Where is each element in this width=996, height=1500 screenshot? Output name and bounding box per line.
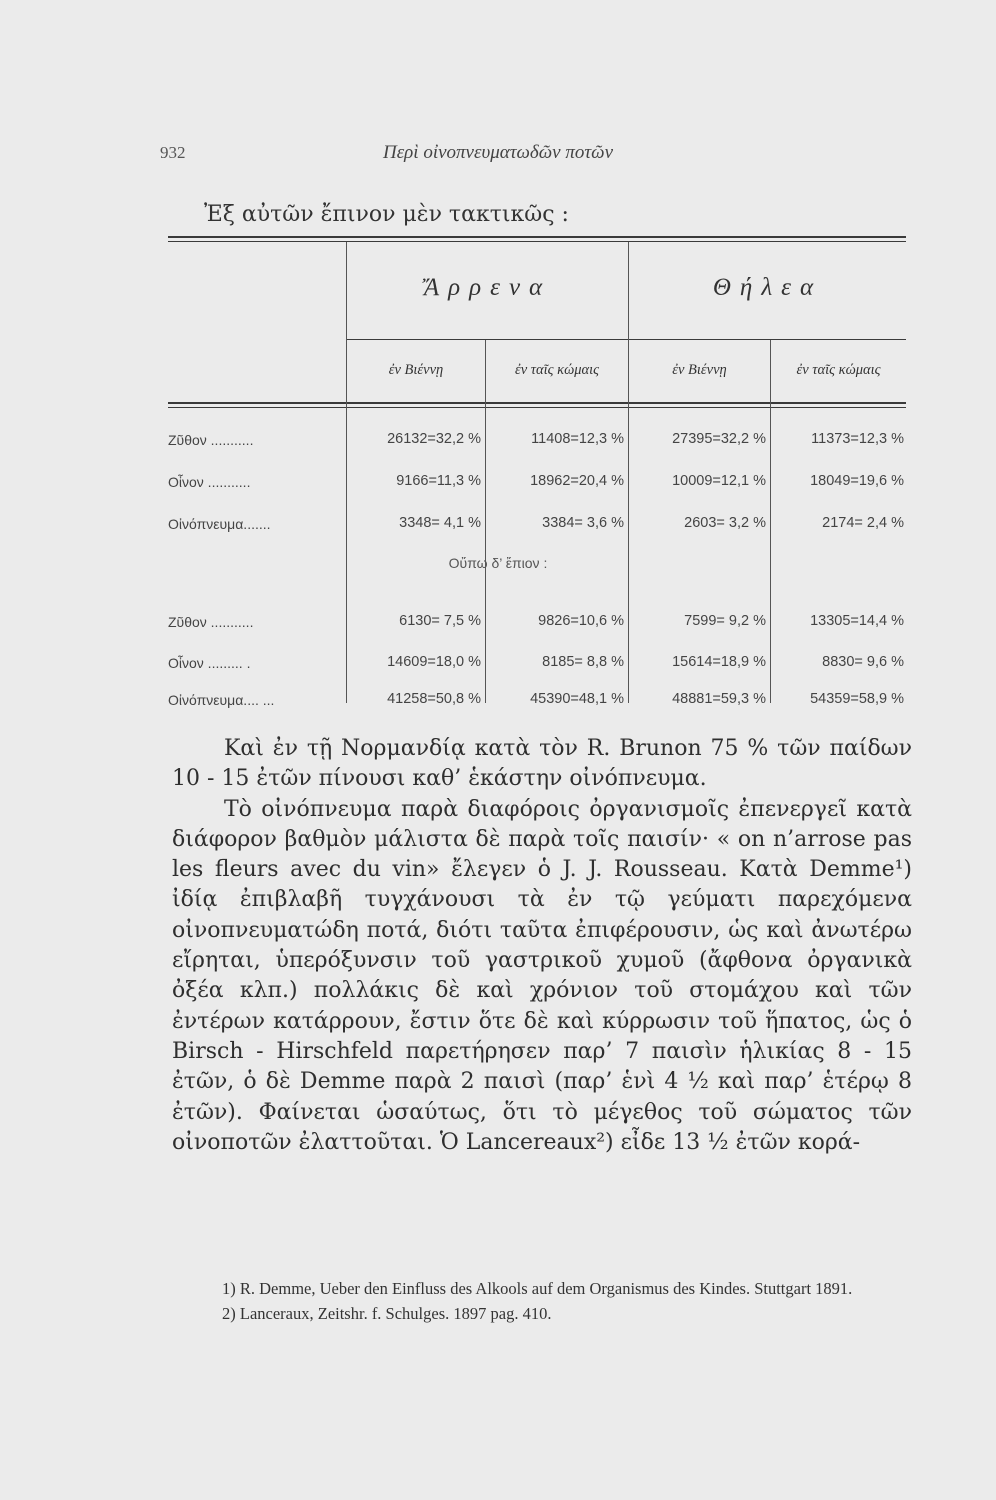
table-section-label: Οὔπω δ’ ἔπιον : — [448, 555, 548, 571]
table-top-rule — [168, 236, 906, 238]
table-cell: 2174= 2,4 % — [822, 515, 904, 531]
group-header-female: Θήλεα — [712, 274, 823, 301]
subheader-male-vienna: ἐν Βιέννῃ — [388, 362, 444, 378]
table-cell: 7599= 9,2 % — [684, 613, 766, 629]
footnote: 1) R. Demme, Ueber den Einfluss des Alkools auf dem Organismus des Kindes. Stuttgart 1891. — [222, 1279, 853, 1298]
footnote: 2) Lanceraux, Zeitshr. f. Schulges. 1897 pag. 410. — [222, 1304, 552, 1323]
table-cell: 18962=20,4 % — [530, 473, 624, 489]
table-cell: 6130= 7,5 % — [399, 613, 481, 629]
header-bottom-rule — [168, 402, 906, 404]
row-label-spirits: Οἰνόπνευμα....... — [168, 516, 271, 532]
row-label-wine: Οἶνον ......... . — [168, 655, 251, 671]
group-divider-rule — [346, 339, 906, 340]
intro-line: Ἐξ αὐτῶν ἔπινον μὲν τακτικῶς : — [204, 202, 569, 227]
table-cell: 48881=59,3 % — [672, 691, 766, 707]
table-cell: 8185= 8,8 % — [542, 654, 624, 670]
header-bottom-rule-thin — [168, 407, 906, 408]
table-cell: 14609=18,0 % — [387, 654, 481, 670]
row-label-wine: Οἶνον ........... — [168, 474, 251, 490]
table-top-rule-thin — [168, 241, 906, 242]
subheader-female-villages: ἐν ταῖς κώμαις — [796, 362, 881, 378]
table-cell: 41258=50,8 % — [387, 691, 481, 707]
table-cell: 45390=48,1 % — [530, 691, 624, 707]
table-cell: 15614=18,9 % — [672, 654, 766, 670]
footnotes — [172, 1276, 912, 1326]
paragraph: Καὶ ἐν τῇ Νορμανδίᾳ κατὰ τὸν R. Brunon 75 % τῶν παίδων 10 - 15 ἐτῶν πίνουσι καθ’ ἑκάστην οἰνόπνευμα. — [172, 736, 912, 792]
table-cell: 9166=11,3 % — [396, 473, 481, 489]
table-cell: 27395=32,2 % — [672, 431, 766, 447]
subheader-female-vienna: ἐν Βιέννῃ — [672, 362, 727, 378]
row-label-beer: Ζῦθον ........... — [168, 432, 254, 448]
row-label-beer: Ζῦθον ........... — [168, 614, 254, 630]
table-cell: 2603= 3,2 % — [684, 515, 766, 531]
page-number: 932 — [160, 143, 186, 162]
group-header-male: Ἄρρενα — [423, 274, 552, 301]
running-title: Περὶ οἰνοπνευματωδῶν ποτῶν — [382, 142, 614, 163]
body-text — [172, 734, 912, 1158]
table-cell: 8830= 9,6 % — [822, 654, 904, 670]
table-cell: 11408=12,3 % — [531, 431, 624, 447]
table-cell: 9826=10,6 % — [538, 613, 624, 629]
row-label-spirits: Οἰνόπνευμα.... ... — [168, 692, 275, 708]
subheader-male-villages: ἐν ταῖς κώμαις — [515, 362, 599, 378]
table-cell: 54359=58,9 % — [810, 691, 904, 707]
table-cell: 26132=32,2 % — [387, 431, 481, 447]
paragraph: Τὸ οἰνόπνευμα παρὰ διαφόροις ὀργανισμοῖς ἐπενεργεῖ κατὰ διάφορον βαθμὸν μάλιστα δὲ παρὰ τοῖς παισίν· « on n’arrose pas les fleurs avec du vin» ἔλεγεν ὁ J. J. Rousseau. Κατὰ Demme¹) ἰδίᾳ ἐπιβλαβῆ τυγχάνουσι τὰ ἐν τῷ γεύματι παρεχόμενα οἰνοπνευματώδη ποτά, διότι ταῦτα ἐπιφέρουσιν, ὡς καὶ ἀνωτέρω εἴρηται, ὑπερόξυνσιν τοῦ γαστρικοῦ χυμοῦ (ἄφθονα ὀργανικὰ ὀξέα κλπ.) πολλάκις δὲ καὶ χρόνιον τοῦ στομάχου καὶ τῶν ἐντέρων κατάρρουν, ἔστιν ὅτε δὲ καὶ κύρρωσιν τοῦ ἥπατος, ὡς ὁ Birsch - Hirschfeld παρετήρησεν παρ’ 7 παισὶν ἡλικίας 8 - 15 ἐτῶν, ὁ δὲ Demme παρὰ 2 παισὶ (παρ’ ἑνὶ 4 ½ καὶ παρ’ ἑτέρῳ 8 ἐτῶν). Φαίνεται ὡσαύτως, ὅτι τὸ μέγεθος τοῦ σώματος τῶν οἰνοποτῶν ἐλαττοῦται. Ὁ Lancereaux²) εἶδε 13 ½ ἐτῶν κορά- — [172, 796, 912, 1155]
table-cell: 18049=19,6 % — [810, 473, 904, 489]
table-cell: 3384= 3,6 % — [542, 515, 624, 531]
table-cell: 13305=14,4 % — [810, 613, 904, 629]
table-cell: 3348= 4,1 % — [399, 515, 481, 531]
table-cell: 11373=12,3 % — [811, 431, 904, 447]
table-cell: 10009=12,1 % — [672, 473, 766, 489]
